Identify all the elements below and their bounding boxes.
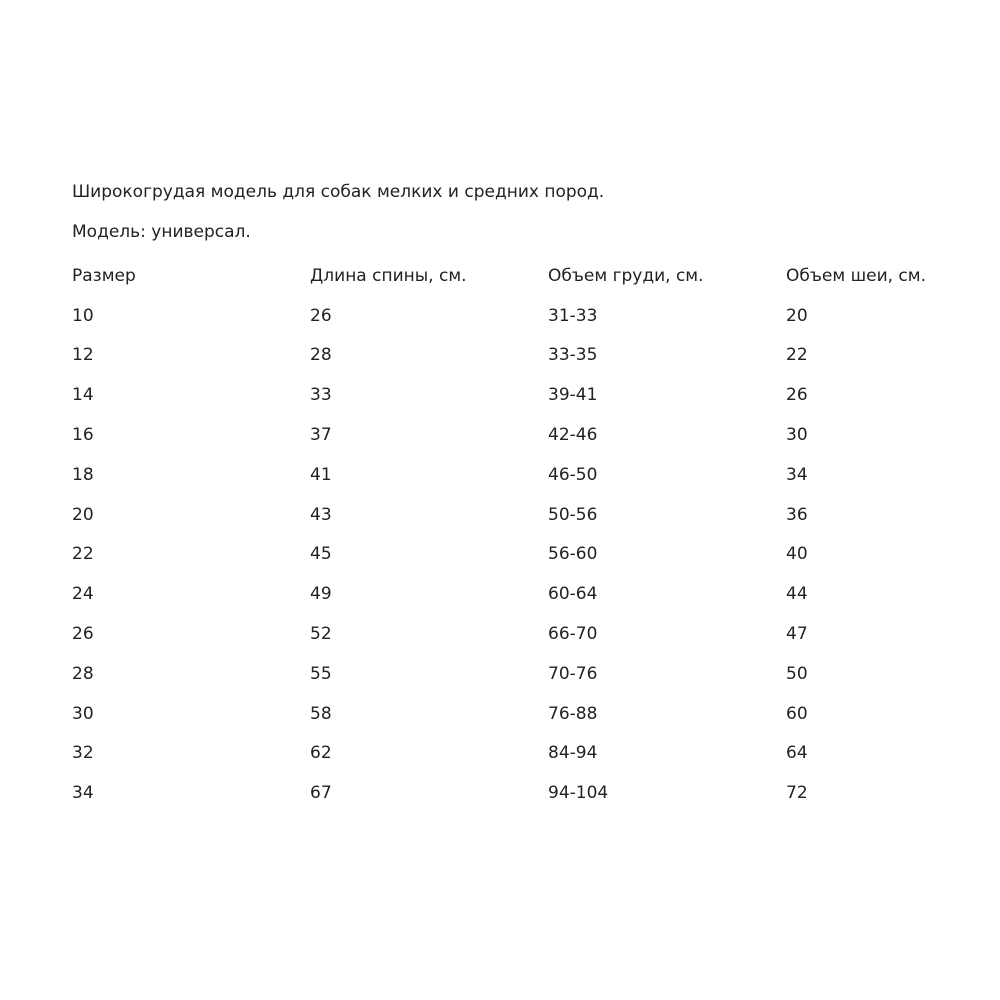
- cell-chest-girth: 39-41: [548, 385, 598, 406]
- cell-neck-girth: 36: [786, 504, 808, 525]
- cell-neck-girth: 22: [786, 345, 808, 366]
- cell-size: 22: [72, 544, 94, 565]
- header-chest-girth: Объем груди, см.: [548, 265, 704, 286]
- cell-back-length: 28: [310, 345, 332, 366]
- table-row: [72, 415, 972, 455]
- cell-chest-girth: 76-88: [548, 703, 598, 724]
- cell-chest-girth: 46-50: [548, 464, 598, 485]
- cell-back-length: 52: [310, 624, 332, 645]
- cell-back-length: 41: [310, 464, 332, 485]
- header-size: Размер: [72, 265, 136, 286]
- cell-back-length: 37: [310, 425, 332, 446]
- cell-chest-girth: 42-46: [548, 425, 598, 446]
- cell-chest-girth: 31-33: [548, 305, 598, 326]
- cell-neck-girth: 50: [786, 663, 808, 684]
- header-back-length: Длина спины, см.: [310, 265, 467, 286]
- cell-chest-girth: 60-64: [548, 584, 598, 605]
- cell-back-length: 49: [310, 584, 332, 605]
- cell-size: 28: [72, 663, 94, 684]
- cell-size: 24: [72, 584, 94, 605]
- cell-neck-girth: 44: [786, 584, 808, 605]
- cell-neck-girth: 26: [786, 385, 808, 406]
- header-neck-girth: Объем шеи, см.: [786, 265, 927, 286]
- table-row: [72, 574, 972, 614]
- cell-neck-girth: 40: [786, 544, 808, 565]
- table-row: [72, 614, 972, 654]
- cell-size: 32: [72, 743, 94, 764]
- cell-neck-girth: 72: [786, 783, 808, 804]
- cell-size: 16: [72, 425, 94, 446]
- description-text: Широкогрудая модель для собак мелких и средних пород.: [72, 182, 605, 202]
- cell-back-length: 26: [310, 305, 332, 326]
- size-table: [72, 256, 972, 813]
- cell-size: 14: [72, 385, 94, 406]
- cell-neck-girth: 30: [786, 425, 808, 446]
- model-text: Модель: универсал.: [72, 222, 251, 242]
- cell-back-length: 58: [310, 703, 332, 724]
- cell-chest-girth: 84-94: [548, 743, 598, 764]
- table-row: [72, 495, 972, 535]
- cell-neck-girth: 34: [786, 464, 808, 485]
- cell-size: 26: [72, 624, 94, 645]
- cell-neck-girth: 20: [786, 305, 808, 326]
- cell-back-length: 45: [310, 544, 332, 565]
- table-row: [72, 654, 972, 694]
- table-row: [72, 734, 972, 774]
- size-chart-document: [72, 180, 972, 813]
- table-row: [72, 773, 972, 813]
- cell-chest-girth: 94-104: [548, 783, 609, 804]
- cell-neck-girth: 47: [786, 624, 808, 645]
- table-row: [72, 296, 972, 336]
- cell-chest-girth: 56-60: [548, 544, 598, 565]
- cell-back-length: 55: [310, 663, 332, 684]
- cell-size: 10: [72, 305, 94, 326]
- table-row: [72, 535, 972, 575]
- cell-back-length: 33: [310, 385, 332, 406]
- table-row: [72, 375, 972, 415]
- cell-size: 20: [72, 504, 94, 525]
- table-row: [72, 336, 972, 376]
- cell-size: 18: [72, 464, 94, 485]
- table-row: [72, 694, 972, 734]
- table-header-row: [72, 256, 972, 296]
- cell-neck-girth: 64: [786, 743, 808, 764]
- table-row: [72, 455, 972, 495]
- cell-chest-girth: 70-76: [548, 663, 598, 684]
- cell-neck-girth: 60: [786, 703, 808, 724]
- cell-back-length: 43: [310, 504, 332, 525]
- cell-back-length: 62: [310, 743, 332, 764]
- cell-size: 34: [72, 783, 94, 804]
- cell-chest-girth: 33-35: [548, 345, 598, 366]
- table-body: [72, 296, 972, 813]
- cell-chest-girth: 66-70: [548, 624, 598, 645]
- cell-chest-girth: 50-56: [548, 504, 598, 525]
- cell-size: 12: [72, 345, 94, 366]
- cell-back-length: 67: [310, 783, 332, 804]
- cell-size: 30: [72, 703, 94, 724]
